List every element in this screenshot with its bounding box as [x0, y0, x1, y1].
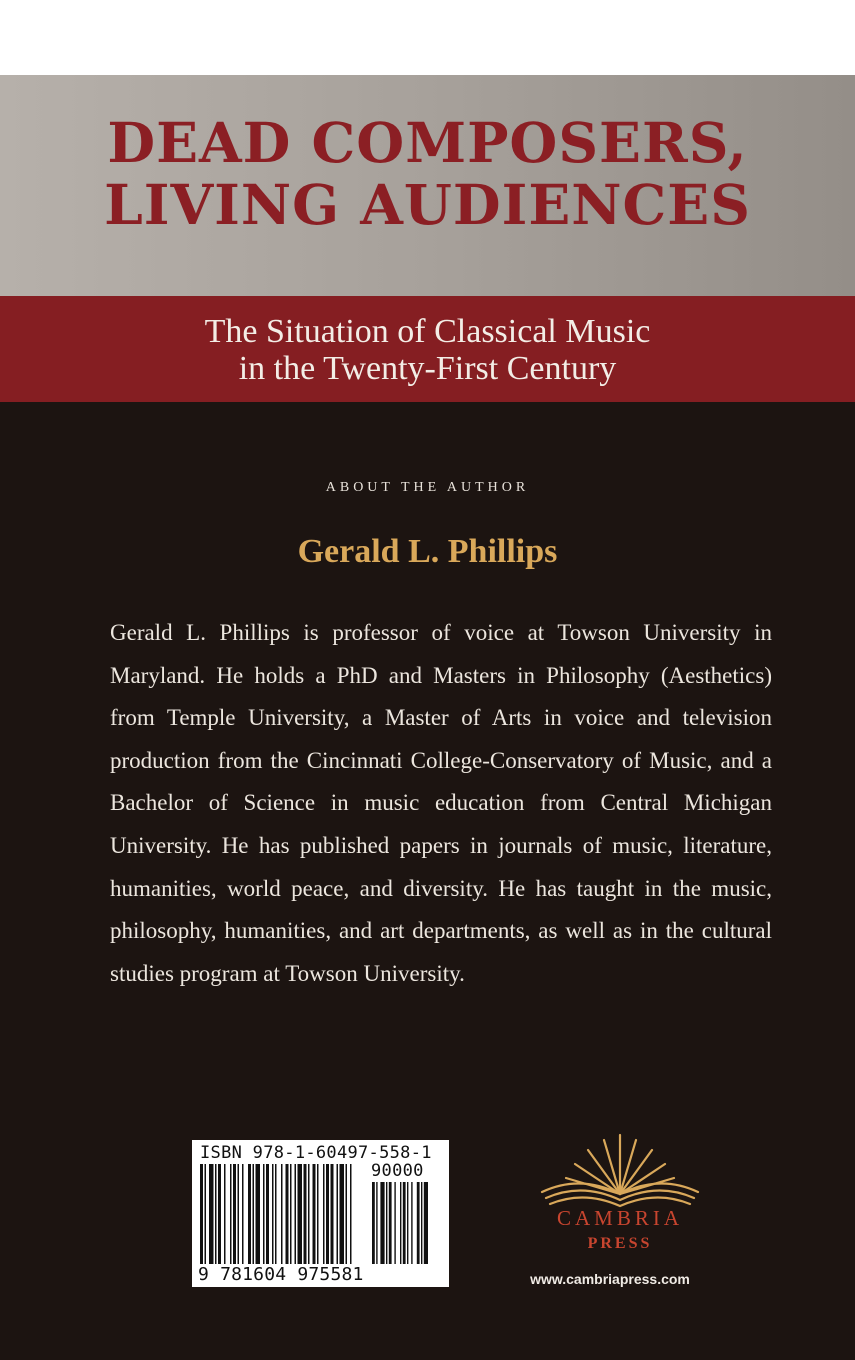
publisher-sub: PRESS [587, 1235, 653, 1252]
title-line-2: LIVING AUDIENCES [104, 172, 751, 237]
isbn-text: ISBN 978-1-60497-558-1 [200, 1143, 432, 1163]
book-subtitle [0, 313, 855, 387]
publisher-website: www.cambriapress.com [530, 1271, 690, 1287]
price-code: 90000 [371, 1161, 424, 1181]
author-bio: Gerald L. Phillips is professor of voice at Towson University in Maryland. He holds a PhD and Masters in Philosophy (Aesthetics) from Temple University, a Master of Arts in voice and television production from the Cincinnati College-Conservatory of Music, and a Bachelor of Science in music education from Central Michigan University. He has published papers in journals of music, literature, humanities, world peace, and diversity. He has taught in the music, philosophy, humanities, and art departments, as well as in the cultural studies program at Towson University. [110, 620, 772, 986]
book-title [0, 112, 855, 236]
subtitle-line-1: The Situation of Classical Music [204, 313, 651, 350]
barcode-digits: 9 781604 975581 [198, 1264, 364, 1285]
publisher-name: CAMBRIA [556, 1206, 684, 1230]
subtitle-line-2: in the Twenty-First Century [238, 350, 617, 387]
isbn-barcode [192, 1140, 449, 1287]
author-name: Gerald L. Phillips [297, 533, 558, 570]
about-the-author-label: ABOUT THE AUTHOR [325, 480, 530, 495]
title-line-1: DEAD COMPOSERS, [107, 110, 748, 175]
